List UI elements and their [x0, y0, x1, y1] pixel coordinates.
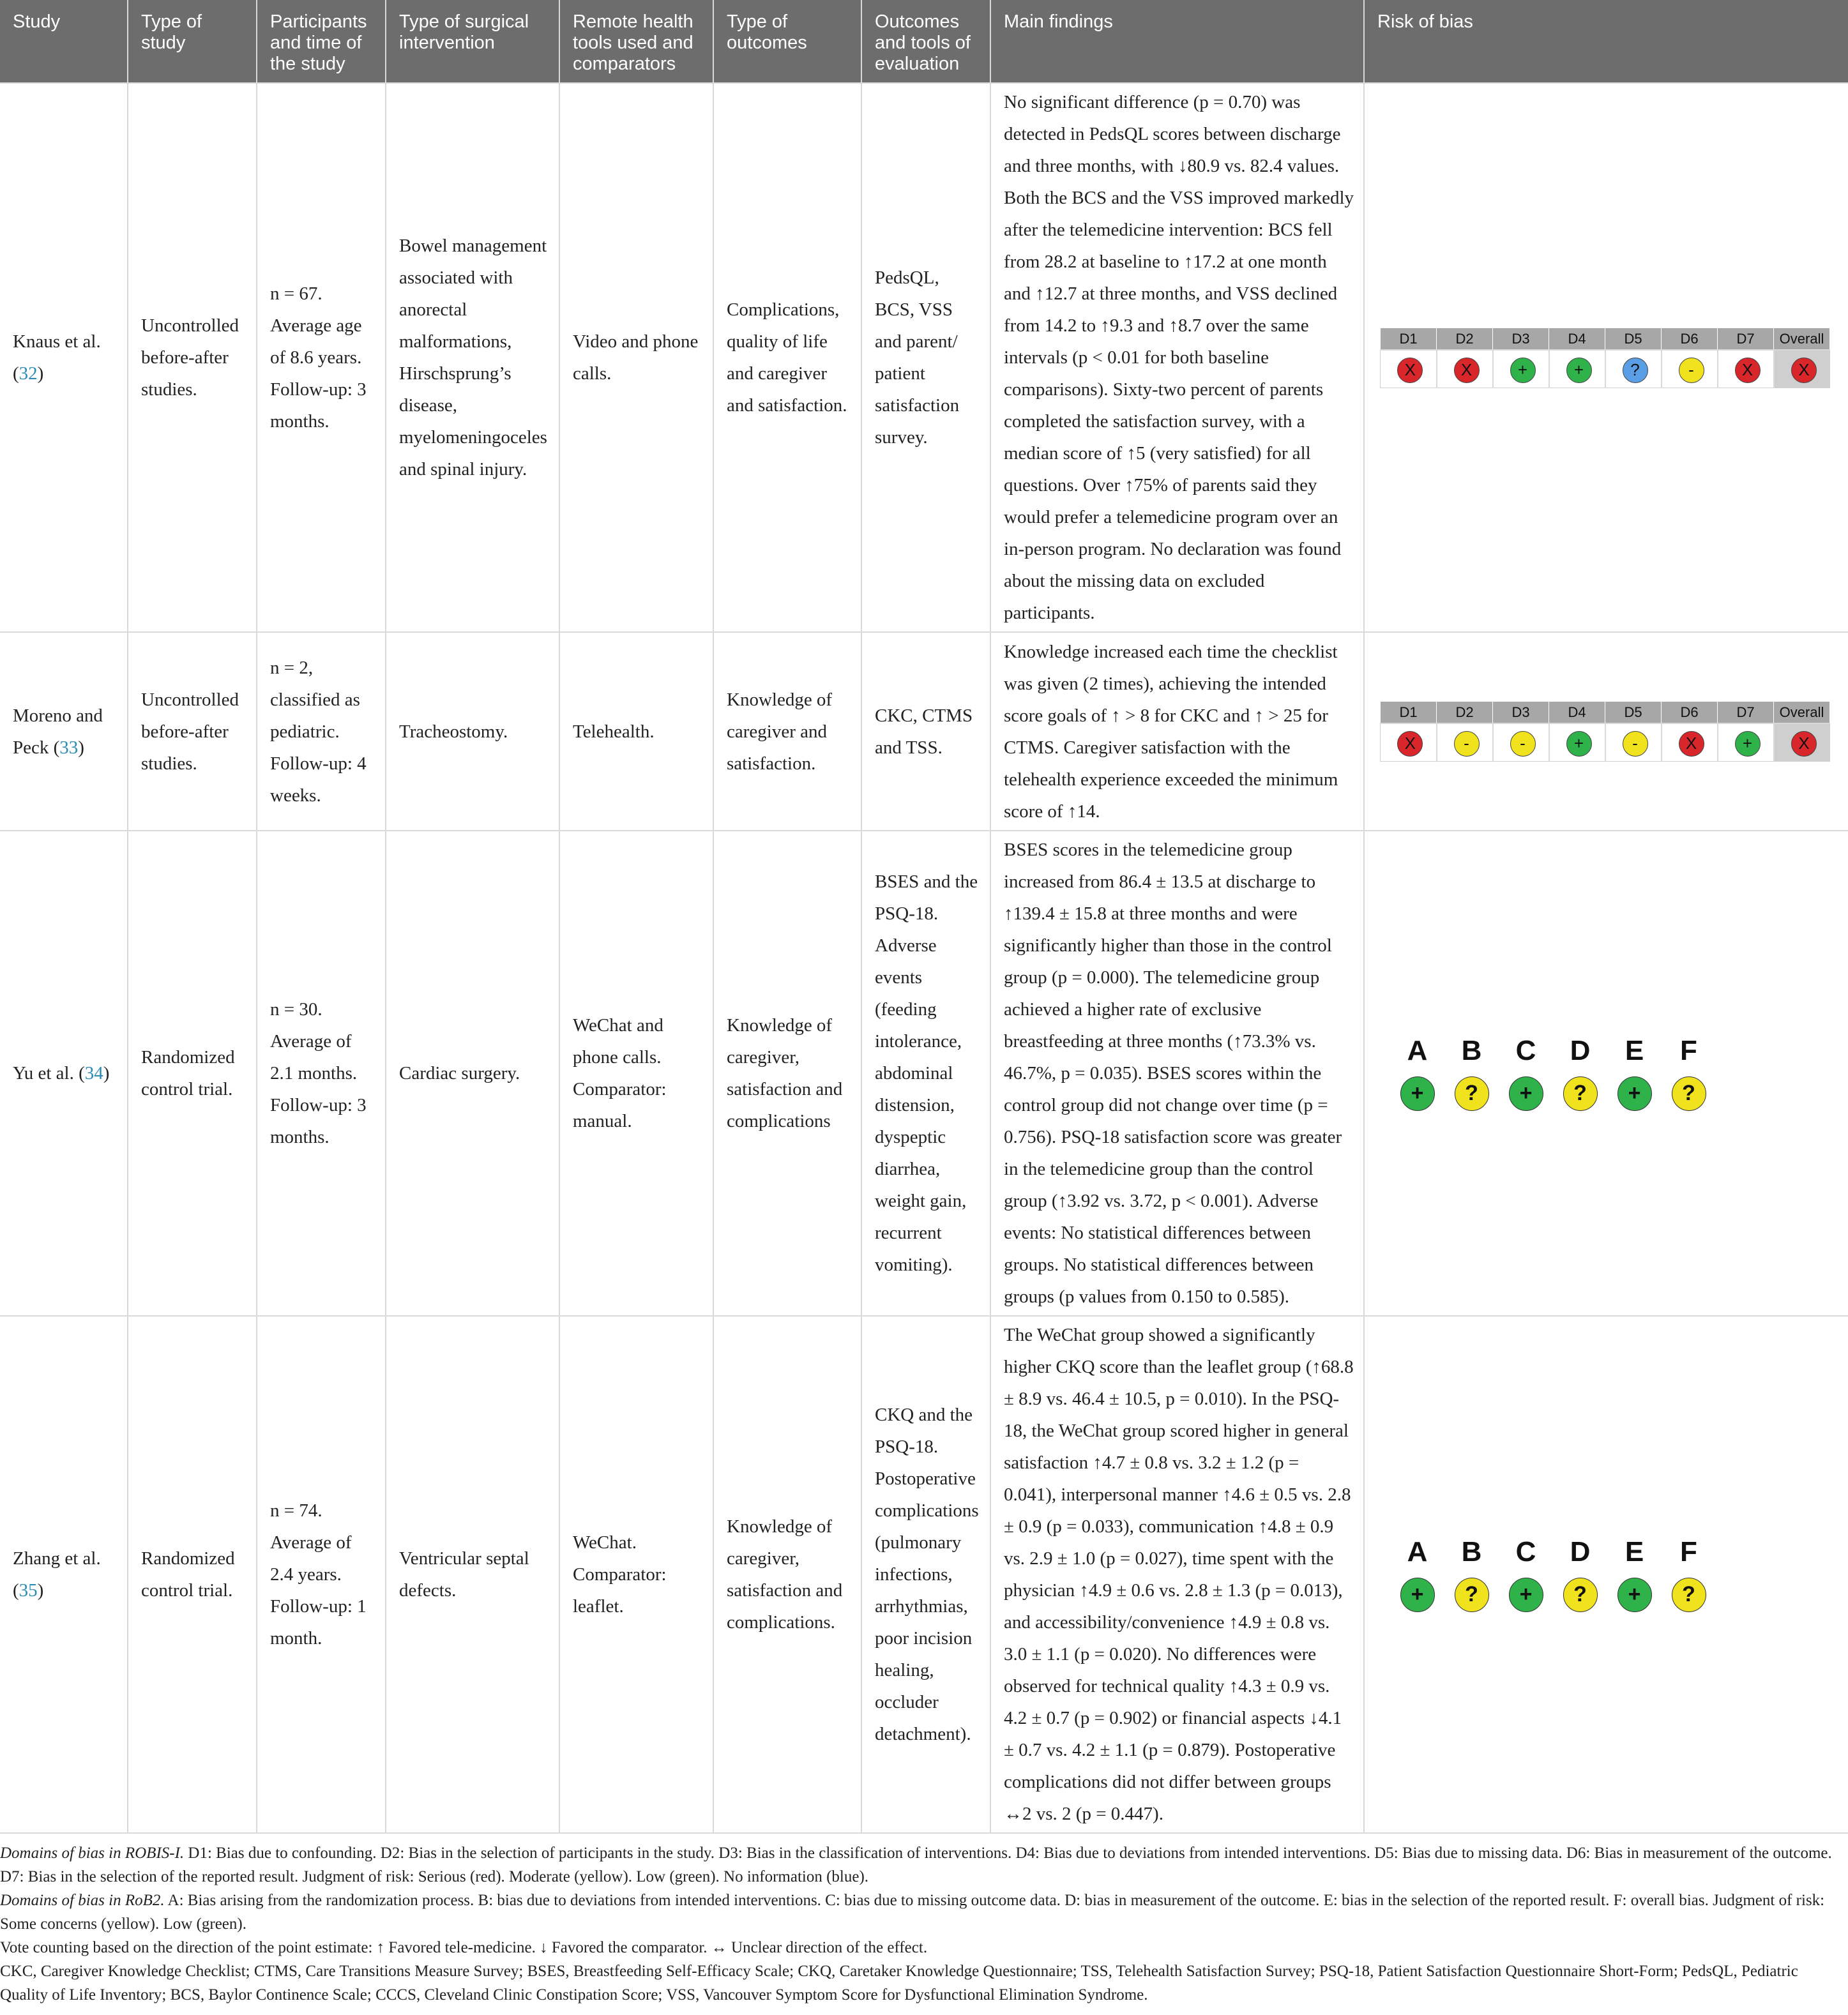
cell-tools: Telehealth.	[559, 632, 713, 831]
bias-judgment-icon: +	[1566, 731, 1592, 757]
table-row	[0, 1316, 1848, 1833]
bias-judgment-cell	[1662, 1070, 1716, 1115]
bias-judgment-icon: X	[1791, 731, 1817, 757]
cell-type-of-study: Randomized control trial.	[128, 1316, 257, 1833]
cell-risk-of-bias	[1364, 83, 1848, 632]
bias-domain-label: D5	[1605, 328, 1662, 350]
bias-judgment-icon: ?	[1623, 358, 1648, 383]
bias-domain-label: B	[1461, 1035, 1482, 1066]
header-row	[0, 0, 1848, 83]
reference-link[interactable]: 33	[59, 737, 79, 758]
bias-judgment-icon: X	[1791, 358, 1817, 383]
header-participants: Participants and time of the study	[257, 0, 386, 83]
bias-judgment-cell	[1381, 723, 1437, 762]
bias-domain-label: F	[1680, 1035, 1697, 1066]
cell-evaluation: PedsQL, BCS, VSS and parent/ patient satisfaction survey.	[861, 83, 990, 632]
bias-judgment-cell	[1662, 723, 1718, 762]
table-row	[0, 831, 1848, 1316]
footnote-robis	[0, 1841, 1848, 1889]
bias-judgment-cell	[1493, 723, 1549, 762]
bias-judgment-cell	[1605, 350, 1662, 388]
bias-domain-label: D5	[1605, 702, 1662, 724]
cell-type-of-study: Randomized control trial.	[128, 831, 257, 1316]
cell-tools: WeChat and phone calls. Comparator: manual.	[559, 831, 713, 1316]
footnote-rob2	[0, 1889, 1848, 1936]
bias-domain-label: D7	[1718, 328, 1774, 350]
cell-risk-of-bias	[1364, 1316, 1848, 1833]
cell-intervention: Cardiac surgery.	[386, 831, 559, 1316]
bias-judgment-cell	[1718, 350, 1774, 388]
cell-outcomes: Knowledge of caregiver, satisfaction and complications	[713, 831, 861, 1316]
reference-link[interactable]: 32	[19, 363, 38, 384]
bias-judgment-icon: +	[1566, 358, 1592, 383]
bias-domain-label: D	[1570, 1536, 1591, 1567]
bias-judgment-cell	[1493, 350, 1549, 388]
cell-evaluation: CKQ and the PSQ-18. Postoperative complications (pulmonary infections, arrhythmias, poor incision healing, occluder detachment).	[861, 1316, 990, 1833]
cell-participants: n = 2, classified as pediatric. Follow-up: 4 weeks.	[257, 632, 386, 831]
header-tools: Remote health tools used and comparators	[559, 0, 713, 83]
bias-judgment-cell	[1437, 350, 1493, 388]
bias-judgment-cell	[1774, 723, 1830, 762]
bias-judgment-icon: -	[1454, 731, 1480, 757]
bias-domain-label: D7	[1718, 702, 1774, 724]
bias-domain-label: A	[1407, 1536, 1428, 1567]
bias-judgment-icon: X	[1735, 358, 1761, 383]
footnote-robis-text: D1: Bias due to confounding. D2: Bias in the selection of participants in the study. D3: Bias in the classification of interventions. D4: Bias due to deviations from intended interventions. D5: Bias due to missing data. D6: Bias in measurement of the outcome. D7: Bias in the selection of the reported result. Judgment of risk: Serious (red). Moderate (yellow). Low (green). No information (blue).	[0, 1845, 1832, 1885]
bias-domain-label: C	[1515, 1536, 1536, 1567]
bias-domain-label: Overall	[1774, 328, 1830, 350]
bias-judgment-cell	[1381, 350, 1437, 388]
bias-judgment-cell	[1549, 723, 1605, 762]
bias-judgment-cell	[1605, 723, 1662, 762]
bias-judgment-icon: ?	[1563, 1578, 1598, 1612]
robins-bias-grid	[1380, 701, 1830, 762]
header-findings: Main findings	[990, 0, 1364, 83]
bias-domain-label: B	[1461, 1536, 1482, 1567]
bias-domain-label: Overall	[1774, 702, 1830, 724]
bias-judgment-cell	[1662, 350, 1718, 388]
bias-domain-label: D4	[1549, 702, 1605, 724]
bias-judgment-icon: +	[1400, 1578, 1435, 1612]
header-evaluation: Outcomes and tools of evaluation	[861, 0, 990, 83]
bias-judgment-icon: +	[1617, 1076, 1652, 1111]
reference-link[interactable]: 35	[19, 1580, 38, 1601]
cell-study: Moreno and Peck (33)	[0, 632, 128, 831]
bias-judgment-cell	[1390, 1070, 1444, 1115]
cell-study: Zhang et al. (35)	[0, 1316, 128, 1833]
rob2-bias-grid	[1390, 1533, 1839, 1616]
bias-domain-label: A	[1407, 1035, 1428, 1066]
bias-domain-label: D2	[1437, 328, 1493, 350]
bias-judgment-cell	[1607, 1070, 1662, 1115]
footnote-robis-title: Domains of bias in ROBIS-I.	[0, 1845, 185, 1862]
study-name: Knaus et al.	[13, 331, 101, 352]
bias-domain-label: D6	[1662, 328, 1718, 350]
footnote-vote-counting: Vote counting based on the direction of the point estimate: ↑ Favored tele-medicine. ↓ Favored the comparator. ↔ Unclear direction of the effect.	[0, 1939, 928, 1956]
study-name: Yu et al.	[13, 1063, 74, 1083]
footnote-abbreviations: CKC, Caregiver Knowledge Checklist; CTMS, Care Transitions Measure Survey; BSES, Breastfeeding Self-Efficacy Scale; CKQ, Caretaker Knowledge Questionnaire; TSS, Telehealth Satisfaction Survey; PSQ-18, Patient Satisfaction Questionnaire Short-Form; PedsQL, Pediatric Quality of Life Inventory; BCS, Baylor Continence Scale; CCCS, Cleveland Clinic Constipation Score; VSS, Vancouver Symptom Score for Dysfunctional Elimination Syndrome.	[0, 1963, 1798, 2004]
footnote-rob2-text: A: Bias arising from the randomization process. B: bias due to deviations from intended interventions. C: bias due to missing outcome data. D: bias in measurement of the outcome. E: bias in the selection of the reported result. F: overall bias. Judgment of risk: Some concerns (yellow). Low (green).	[0, 1892, 1825, 1933]
bias-judgment-icon: +	[1400, 1076, 1435, 1111]
bias-judgment-cell	[1607, 1571, 1662, 1616]
header-intervention: Type of surgical intervention	[386, 0, 559, 83]
bias-judgment-icon: +	[1510, 358, 1536, 383]
bias-domain-label: D3	[1493, 702, 1549, 724]
cell-study: Knaus et al. (32)	[0, 83, 128, 632]
bias-judgment-icon: ?	[1455, 1578, 1489, 1612]
bias-judgment-icon: X	[1397, 358, 1423, 383]
bias-judgment-icon: ?	[1455, 1076, 1489, 1111]
bias-judgment-icon: +	[1509, 1076, 1543, 1111]
study-name: Zhang et al.	[13, 1548, 101, 1569]
bias-judgment-icon: ?	[1563, 1076, 1598, 1111]
bias-judgment-icon: +	[1617, 1578, 1652, 1612]
cell-type-of-study: Uncontrolled before-after studies.	[128, 83, 257, 632]
table-row	[0, 632, 1848, 831]
bias-domain-label: D6	[1662, 702, 1718, 724]
bias-judgment-icon: -	[1510, 731, 1536, 757]
study-name: Moreno and Peck	[13, 705, 103, 758]
table-row	[0, 83, 1848, 632]
robins-bias-grid	[1380, 328, 1830, 388]
cell-participants: n = 30. Average of 2.1 months. Follow-up: 3 months.	[257, 831, 386, 1316]
bias-judgment-cell	[1553, 1070, 1607, 1115]
bias-judgment-cell	[1718, 723, 1774, 762]
rob2-bias-grid	[1390, 1032, 1839, 1115]
bias-judgment-cell	[1553, 1571, 1607, 1616]
bias-judgment-icon: -	[1679, 358, 1704, 383]
bias-domain-label: D1	[1381, 328, 1437, 350]
bias-domain-label: F	[1680, 1536, 1697, 1567]
cell-findings: Knowledge increased each time the checklist was given (2 times), achieving the intended score goals of ↑ > 8 for CKC and ↑ > 25 for CTMS. Caregiver satisfaction with the telehealth experience exceeded the minimum score of ↑14.	[990, 632, 1364, 831]
bias-judgment-cell	[1390, 1571, 1444, 1616]
bias-judgment-cell	[1444, 1070, 1499, 1115]
bias-judgment-cell	[1437, 723, 1493, 762]
cell-evaluation: CKC, CTMS and TSS.	[861, 632, 990, 831]
bias-domain-label: D4	[1549, 328, 1605, 350]
cell-intervention: Ventricular septal defects.	[386, 1316, 559, 1833]
cell-outcomes: Knowledge of caregiver, satisfaction and complications.	[713, 1316, 861, 1833]
bias-judgment-icon: ?	[1672, 1076, 1706, 1111]
cell-risk-of-bias	[1364, 831, 1848, 1316]
cell-participants: n = 67. Average age of 8.6 years. Follow-up: 3 months.	[257, 83, 386, 632]
cell-study: Yu et al. (34)	[0, 831, 128, 1316]
header-type-of-study: Type of study	[128, 0, 257, 83]
bias-domain-label: D2	[1437, 702, 1493, 724]
header-study: Study	[0, 0, 128, 83]
cell-tools: Video and phone calls.	[559, 83, 713, 632]
bias-judgment-cell	[1499, 1070, 1553, 1115]
bias-judgment-icon: +	[1735, 731, 1761, 757]
cell-evaluation: BSES and the PSQ-18. Adverse events (feeding intolerance, abdominal distension, dyspeptic diarrhea, weight gain, recurrent vomiting).	[861, 831, 990, 1316]
cell-type-of-study: Uncontrolled before-after studies.	[128, 632, 257, 831]
cell-findings: BSES scores in the telemedicine group increased from 86.4 ± 13.5 at discharge to ↑139.4 ± 15.8 at three months and were significantly higher than those in the control group (p = 0.000). The telemedicine group achieved a higher rate of exclusive breastfeeding at three months (↑73.3% vs. 46.7%, p = 0.035). BSES scores within the control group did not change over time (p = 0.756). PSQ-18 satisfaction score was greater in the telemedicine group than the control group (↑3.92 vs. 3.72, p < 0.001). Adverse events: No statistical differences between groups. No statistical differences between groups (p values from 0.150 to 0.585).	[990, 831, 1364, 1316]
table-footnotes	[0, 1841, 1848, 2007]
bias-domain-label: D	[1570, 1035, 1591, 1066]
cell-participants: n = 74. Average of 2.4 years. Follow-up: 1 month.	[257, 1316, 386, 1833]
bias-judgment-icon: X	[1679, 731, 1704, 757]
bias-judgment-cell	[1549, 350, 1605, 388]
bias-judgment-icon: -	[1623, 731, 1648, 757]
reference-link[interactable]: 34	[84, 1063, 103, 1083]
header-risk-of-bias: Risk of bias	[1364, 0, 1848, 83]
cell-intervention: Tracheostomy.	[386, 632, 559, 831]
header-outcomes: Type of outcomes	[713, 0, 861, 83]
bias-domain-label: C	[1515, 1035, 1536, 1066]
cell-outcomes: Complications, quality of life and caregiver and satisfaction.	[713, 83, 861, 632]
bias-domain-label: E	[1625, 1035, 1644, 1066]
bias-judgment-cell	[1774, 350, 1830, 388]
bias-domain-label: D1	[1381, 702, 1437, 724]
cell-outcomes: Knowledge of caregiver and satisfaction.	[713, 632, 861, 831]
cell-risk-of-bias	[1364, 632, 1848, 831]
bias-domain-label: E	[1625, 1536, 1644, 1567]
bias-domain-label: D3	[1493, 328, 1549, 350]
bias-judgment-cell	[1499, 1571, 1553, 1616]
bias-judgment-cell	[1444, 1571, 1499, 1616]
bias-judgment-icon: X	[1454, 358, 1480, 383]
bias-judgment-cell	[1662, 1571, 1716, 1616]
bias-judgment-icon: +	[1509, 1578, 1543, 1612]
cell-intervention: Bowel management associated with anorectal malformations, Hirschsprung’s disease, myelomeningoceles and spinal injury.	[386, 83, 559, 632]
cell-tools: WeChat. Comparator: leaflet.	[559, 1316, 713, 1833]
cell-findings: The WeChat group showed a significantly higher CKQ score than the leaflet group (↑68.8 ± 8.9 vs. 46.4 ± 10.5, p = 0.010). In the PSQ-18, the WeChat group scored higher in general satisfaction ↑4.7 ± 0.8 vs. 3.2 ± 1.2 (p = 0.041), interpersonal manner ↑4.6 ± 0.5 vs. 2.8 ± 0.9 (p = 0.033), communication ↑4.8 ± 0.9 vs. 2.9 ± 1.0 (p = 0.027), time spent with the physician ↑4.9 ± 0.6 vs. 2.8 ± 1.3 (p = 0.013), and accessibility/convenience ↑4.9 ± 0.8 vs. 3.0 ± 1.1 (p = 0.020). No differences were observed for technical quality ↑4.3 ± 0.9 vs. 4.2 ± 0.7 (p = 0.902) or financial aspects ↓4.1 ± 0.7 vs. 4.2 ± 1.1 (p = 0.879). Postoperative complications did not differ between groups ↔2 vs. 2 (p = 0.447).	[990, 1316, 1364, 1833]
footnote-rob2-title: Domains of bias in RoB2.	[0, 1892, 165, 1909]
cell-findings: No significant difference (p = 0.70) was detected in PedsQL scores between discharge and three months, with ↓80.9 vs. 82.4 values. Both the BCS and the VSS improved markedly after the telemedicine intervention: BCS fell from 28.2 at baseline to ↑17.2 at one month and ↑12.7 at three months, and VSS declined from 14.2 to ↑9.3 and ↑8.7 over the same intervals (p < 0.01 for both baseline comparisons). Sixty-two percent of parents completed the satisfaction survey, with a median score of ↑5 (very satisfied) for all questions. Over ↑75% of parents said they would prefer a telemedicine program over an in-person program. No declaration was found about the missing data on excluded participants.	[990, 83, 1364, 632]
bias-judgment-icon: ?	[1672, 1578, 1706, 1612]
bias-judgment-icon: X	[1397, 731, 1423, 757]
